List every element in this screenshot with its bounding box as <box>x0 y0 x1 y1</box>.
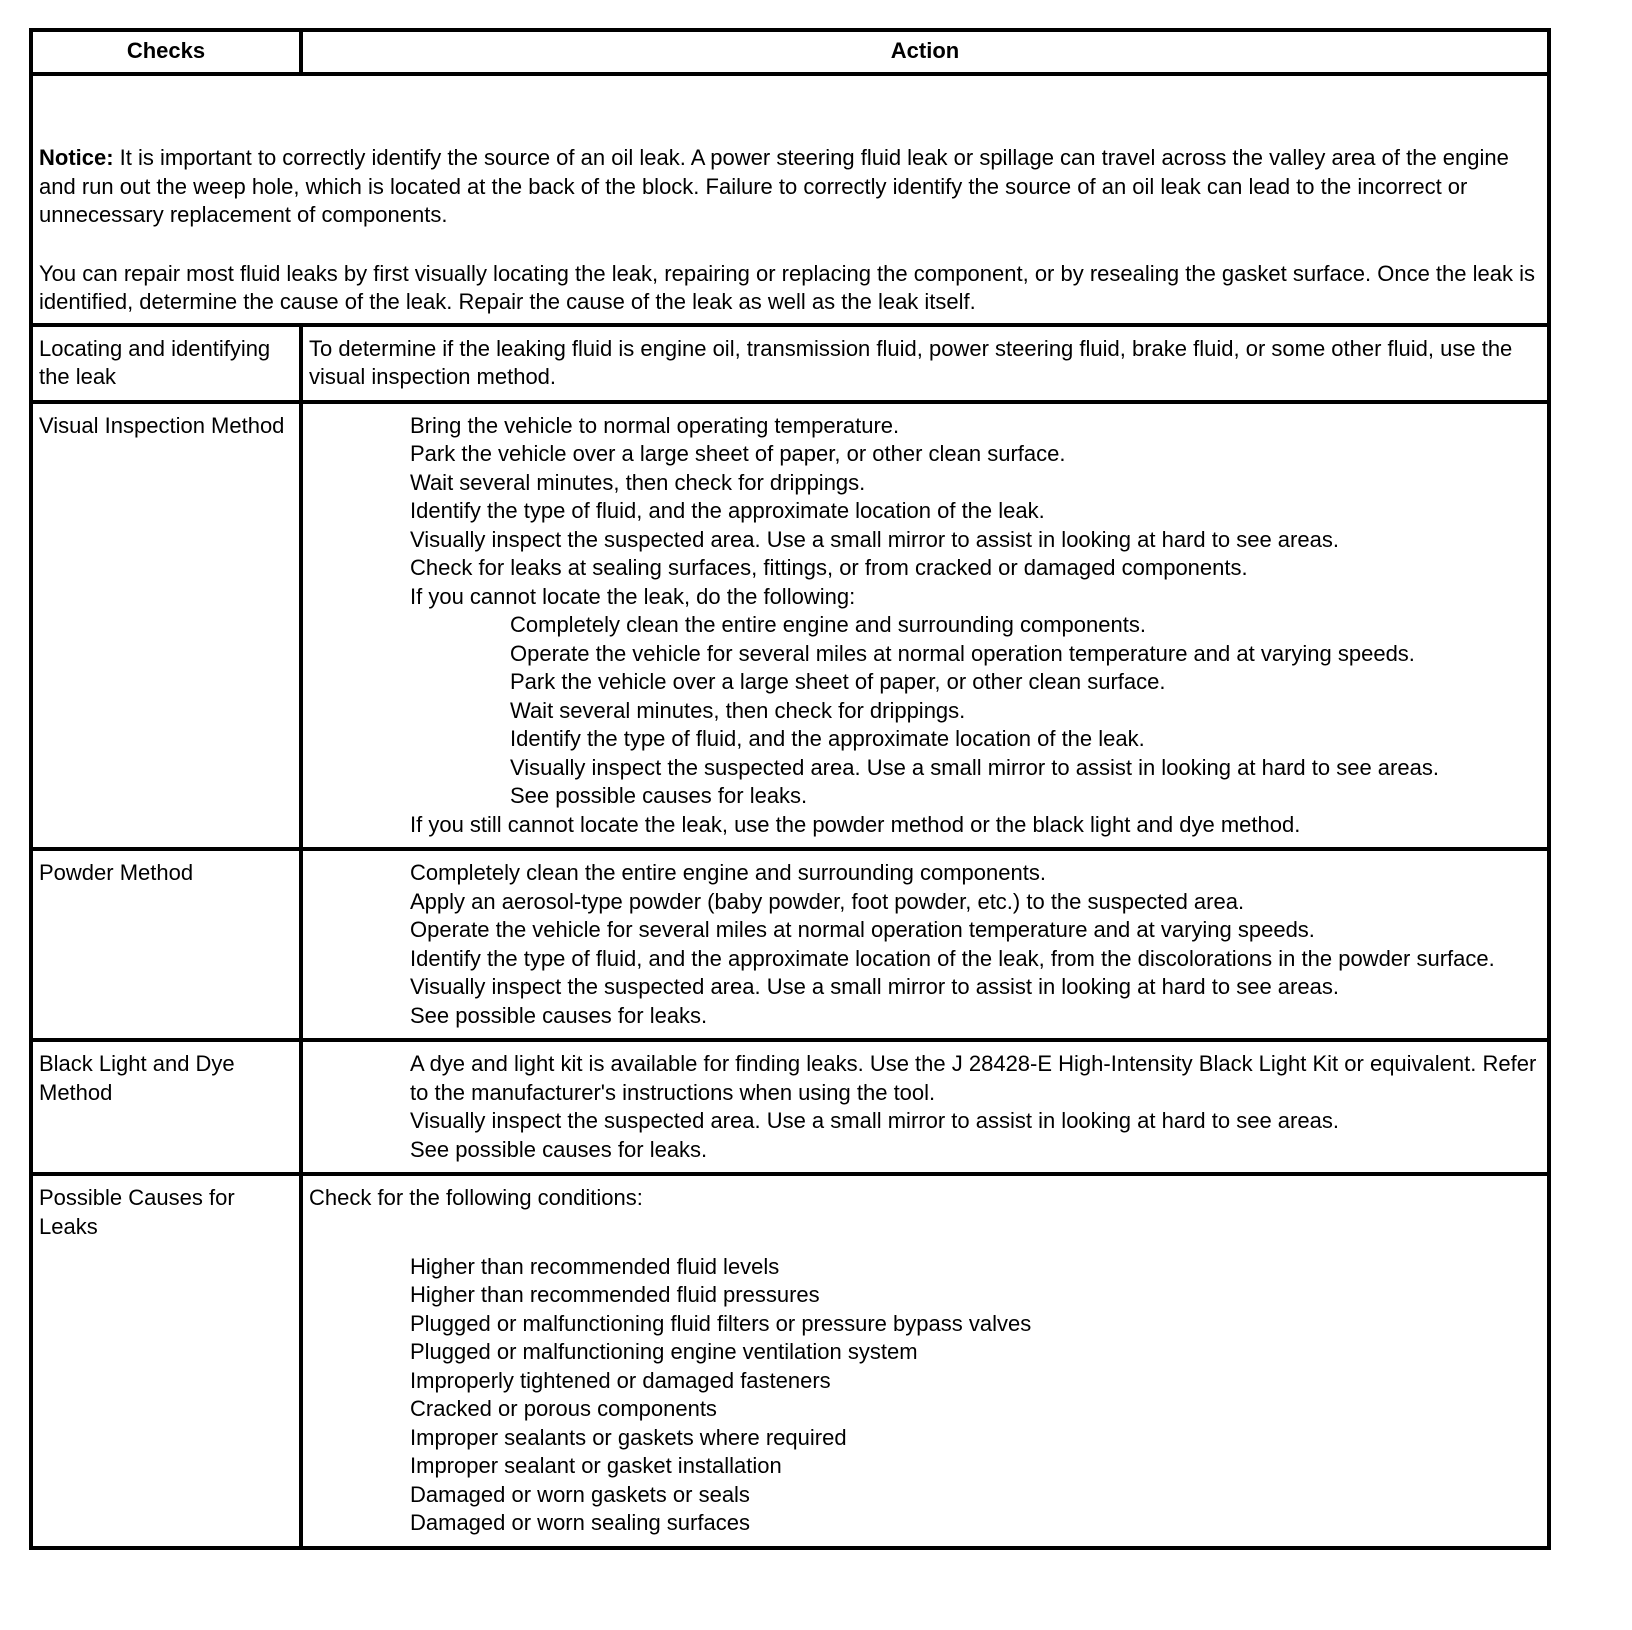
list-item: If you cannot locate the leak, do the following: <box>410 583 856 609</box>
action-black-light-dye <box>303 1042 1547 1172</box>
list-item: Plugged or malfunctioning engine ventilation system <box>410 1339 918 1364</box>
row-locating <box>33 323 1547 400</box>
action-visual-inspection <box>303 404 1547 848</box>
list-item: Completely clean the entire engine and surrounding components. <box>410 860 1046 885</box>
action-locating: To determine if the leaking fluid is engine oil, transmission fluid, power steering fluid, brake fluid, or some other fluid, use the visual inspection method. <box>309 335 1513 389</box>
list-item: Damaged or worn gaskets or seals <box>410 1481 750 1507</box>
list-item: Improper sealant or gasket installation <box>410 1453 782 1478</box>
notice-text: It is important to correctly identify the source of an oil leak. A power steering fluid leak or spillage can travel across the valley area of the engine and run out the weep hole, which is located at the back of the block. Failure to correctly identify the source of an oil leak can lead to the incorrect or unnecessary replacement of components. <box>39 145 1509 227</box>
header-checks: Checks <box>33 32 303 72</box>
list-item: See possible causes for leaks. <box>410 1002 708 1028</box>
list-item: Check for leaks at sealing surfaces, fittings, or from cracked or damaged components. <box>410 555 1248 580</box>
list-item: If you still cannot locate the leak, use the powder method or the black light and dye method. <box>410 811 1301 837</box>
causes-intro: Check for the following conditions: <box>309 1185 643 1210</box>
row-possible-causes <box>33 1172 1547 1546</box>
sub-list-item: Visually inspect the suspected area. Use a small mirror to assist in looking at hard to see areas. <box>510 754 1439 780</box>
notice-label: Notice: <box>39 145 114 170</box>
list-item: Operate the vehicle for several miles at normal operation temperature and at varying speeds. <box>410 917 1315 942</box>
list-item: Visually inspect the suspected area. Use a small mirror to assist in looking at hard to see areas. <box>410 1108 1339 1133</box>
notice-paragraph <box>39 144 1541 230</box>
sub-list-item: Park the vehicle over a large sheet of paper, or other clean surface. <box>510 669 1166 694</box>
table-header <box>33 32 1547 72</box>
list-item: Damaged or worn sealing surfaces <box>410 1510 750 1535</box>
action-powder-method <box>303 851 1547 1038</box>
sub-list-item: Identify the type of fluid, and the approximate location of the leak. <box>510 726 1145 751</box>
row-visual-inspection <box>33 400 1547 848</box>
sub-list-item: See possible causes for leaks. <box>510 783 808 808</box>
list-item: Apply an aerosol-type powder (baby powder, foot powder, etc.) to the suspected area. <box>410 888 1245 914</box>
list-item: A dye and light kit is available for finding leaks. Use the J 28428-E High-Intensity Black Light Kit or equivalent. Refer to the manufacturer's instructions when using the tool. <box>410 1051 1537 1105</box>
list-item: Wait several minutes, then check for drippings. <box>410 469 866 495</box>
list-item: Visually inspect the suspected area. Use a small mirror to assist in looking at hard to see areas. <box>410 526 1339 552</box>
notice-block <box>33 76 1547 323</box>
check-powder-method: Powder Method <box>33 851 303 1038</box>
sub-list-item: Wait several minutes, then check for drippings. <box>510 697 966 723</box>
list-item: Bring the vehicle to normal operating temperature. <box>410 412 900 438</box>
list-item: Cracked or porous components <box>410 1396 717 1421</box>
list-item: Plugged or malfunctioning fluid filters or pressure bypass valves <box>410 1310 1032 1336</box>
sub-list-item: Operate the vehicle for several miles at normal operation temperature and at varying speeds. <box>510 640 1415 666</box>
list-item: Park the vehicle over a large sheet of paper, or other clean surface. <box>410 441 1066 466</box>
list-item: Visually inspect the suspected area. Use a small mirror to assist in looking at hard to see areas. <box>410 974 1339 999</box>
list-item: Identify the type of fluid, and the approximate location of the leak. <box>410 498 1045 523</box>
list-item: Higher than recommended fluid levels <box>410 1253 780 1279</box>
list-item: Improper sealants or gaskets where required <box>410 1424 847 1450</box>
list-item: See possible causes for leaks. <box>410 1136 708 1162</box>
header-action: Action <box>890 38 960 63</box>
repair-paragraph: You can repair most fluid leaks by first visually locating the leak, repairing or replacing the component, or by resealing the gasket surface. Once the leak is identified, determine the cause of the leak. Repair the cause of the leak as well as the leak itself. <box>39 260 1535 314</box>
check-visual-inspection: Visual Inspection Method <box>33 404 303 848</box>
list-item: Higher than recommended fluid pressures <box>410 1282 820 1307</box>
check-possible-causes: Possible Causes for Leaks <box>33 1176 303 1546</box>
check-locating: Locating and identifying the leak <box>33 327 303 400</box>
row-black-light-dye <box>33 1038 1547 1172</box>
sub-list-item: Completely clean the entire engine and surrounding components. <box>510 612 1146 637</box>
diagnostic-table <box>29 28 1551 1550</box>
action-possible-causes <box>303 1176 1547 1546</box>
check-black-light-dye: Black Light and Dye Method <box>33 1042 303 1172</box>
row-powder-method <box>33 847 1547 1038</box>
notice-row <box>33 72 1547 323</box>
list-item: Identify the type of fluid, and the approximate location of the leak, from the discolorations in the powder surface. <box>410 945 1495 971</box>
list-item: Improperly tightened or damaged fasteners <box>410 1367 831 1393</box>
